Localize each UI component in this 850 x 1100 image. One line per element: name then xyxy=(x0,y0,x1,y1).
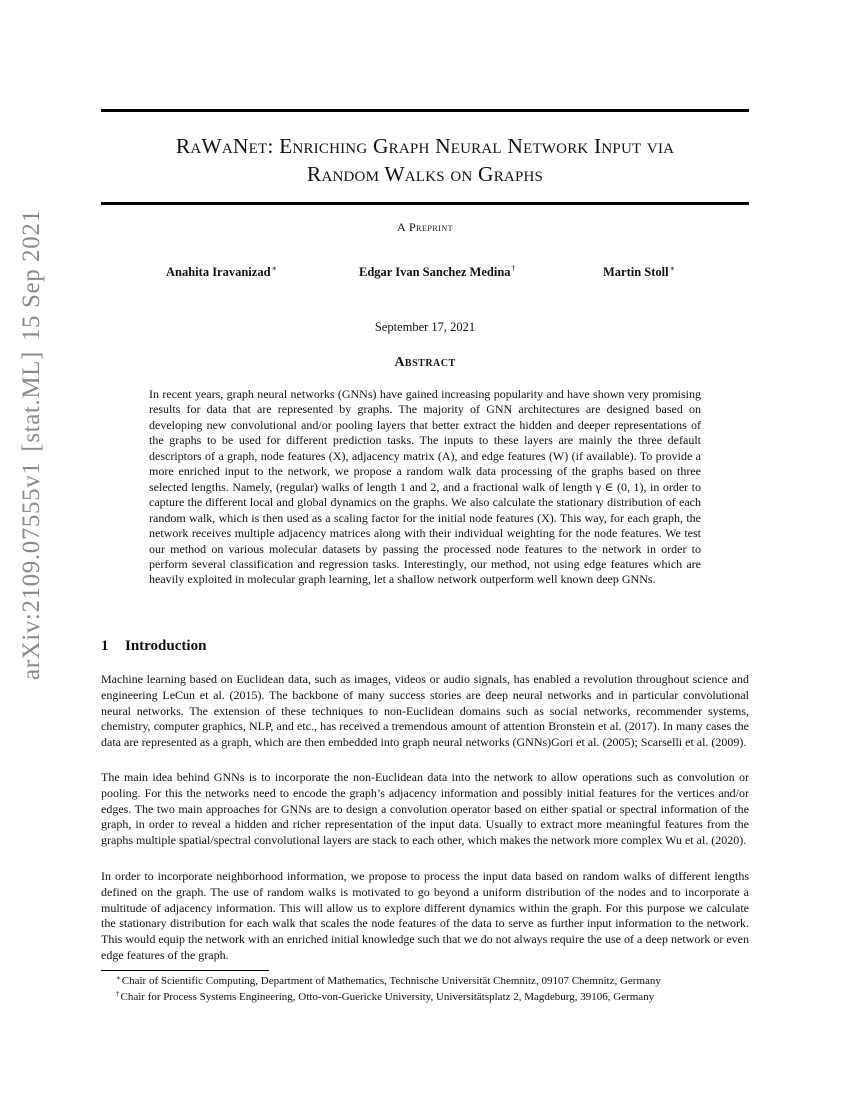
title-rule-top xyxy=(101,109,749,112)
section-heading-introduction xyxy=(101,638,206,655)
intro-paragraph-1: Machine learning based on Euclidean data, such as images, videos or audio signals, has enabled a revolution throughout science and engineering LeCun et al. (2015). The backbone of many success stories are deep neural networks and in particular convolutional neural networks. The extension of these techniques to non-Euclidean domains such as social networks, recommender systems, chemistry, computer graphics, NLP, and etc., has received a tremendous amount of attention Bronstein et al. (2017). In many cases the data are represented as a graph, which are then embedded into graph neural networks (GNNs)Gori et al. (2005); Scarselli et al. (2009). xyxy=(101,672,749,750)
section-title: Introduction xyxy=(125,638,207,654)
author-1-mark: ∗ xyxy=(271,264,277,273)
paper-date: September 17, 2021 xyxy=(374,320,476,334)
author-1 xyxy=(166,264,277,280)
author-3-mark: ∗ xyxy=(669,264,676,273)
intro-paragraph-2: The main idea behind GNNs is to incorporate the non-Euclidean data into the network to allow operations such as convolution or pooling. For this the networks need to encode the graph’s adjacency information and possibly initial features for the vertices and/or edges. The two main approaches for GNNs are to design a convolution operator based on either spatial or spectral information of the graph, in order to reveal a hidden and richer representation of the input data. Usually to extract more meaningful features from the graphs multiple spatial/spectral convolutional layers are stack to each other, which makes the network more complex Wu et al. (2020). xyxy=(101,770,749,848)
author-3-name: Martin Stoll xyxy=(603,265,669,279)
arxiv-id: arXiv:2109.07555v1 xyxy=(18,461,45,680)
footnote-rule xyxy=(101,970,269,971)
preprint-label: A Preprint xyxy=(396,220,453,234)
footnote-2-text: Chair for Process Systems Engineering, Otto-von-Guericke University, Universitätsplatz 2, Magdeburg, 39106, Germany xyxy=(120,991,655,1003)
author-2-mark: † xyxy=(511,264,516,273)
author-2 xyxy=(359,264,516,280)
paper-title xyxy=(101,132,749,188)
paper-title-line-2: Random Walks on Graphs xyxy=(306,162,544,186)
paper-title-line-1: RaWaNet: Enriching Graph Neural Network Input via xyxy=(175,134,675,158)
footnote-2-mark: † xyxy=(116,990,120,998)
author-1-name: Anahita Iravanizad xyxy=(166,265,271,279)
author-2-name: Edgar Ivan Sanchez Medina xyxy=(359,265,511,279)
arxiv-category: [stat.ML] xyxy=(18,351,45,452)
arxiv-date: 15 Sep 2021 xyxy=(18,209,45,342)
footnote-1-mark: ∗ xyxy=(116,974,121,982)
footnote-1 xyxy=(116,974,661,987)
abstract-text: In recent years, graph neural networks (GNNs) have gained increasing popularity and have shown very promising results for data that are represented by graphs. The majority of GNN architectures are designed based on developing new convolutional and/or pooling layers that better extract the hidden and deeper representations of the graphs to be used for different prediction tasks. The inputs to these layers are mainly the three default descriptors of a graph, node features (X), adjacency matrix (A), and edge features (W) (if available). To provide a more enriched input to the network, we propose a random walk data processing of the graphs based on three selected lengths. Namely, (regular) walks of length 1 and 2, and a fractional walk of length γ ∈ (0, 1), in order to capture the different local and global dynamics on the graphs. We also calculate the stationary distribution of each random walk, which is then used as a scaling factor for the initial node features (X). This way, for each graph, the network receives multiple adjacency matrices along with their individual weighting for the node features. We test our method on various molecular datasets by passing the processed node features to the network in order to perform several classification and regression tasks. Interestingly, our method, not using edge features which are heavily exploited in molecular graph learning, let a shallow network outperform well known deep GNNs. xyxy=(149,387,701,587)
intro-paragraph-3: In order to incorporate neighborhood information, we propose to process the input data based on random walks of different lengths defined on the graph. The use of random walks is motivated to go beyond a uniform distribution of the nodes and to incorporate a multitude of adjacency information. This will allow us to explore different dynamics within the graph. For this purpose we calculate the stationary distribution for each walk that scales the node features of the data to serve as further input information to the network. This would equip the network with an enriched initial knowledge such that we do not always require the use of a deep network or even edge features of the graph. xyxy=(101,869,749,962)
abstract-heading: Abstract xyxy=(394,355,456,370)
arxiv-sidebar-stamp xyxy=(18,209,46,680)
author-3 xyxy=(603,264,675,280)
title-rule-bottom xyxy=(101,202,749,205)
footnote-2 xyxy=(116,990,654,1003)
section-number: 1 xyxy=(101,638,109,654)
footnote-1-text: Chair of Scientific Computing, Department of Mathematics, Technische Universität Chemnitz, 09107 Chemnitz, Germany xyxy=(121,975,661,987)
